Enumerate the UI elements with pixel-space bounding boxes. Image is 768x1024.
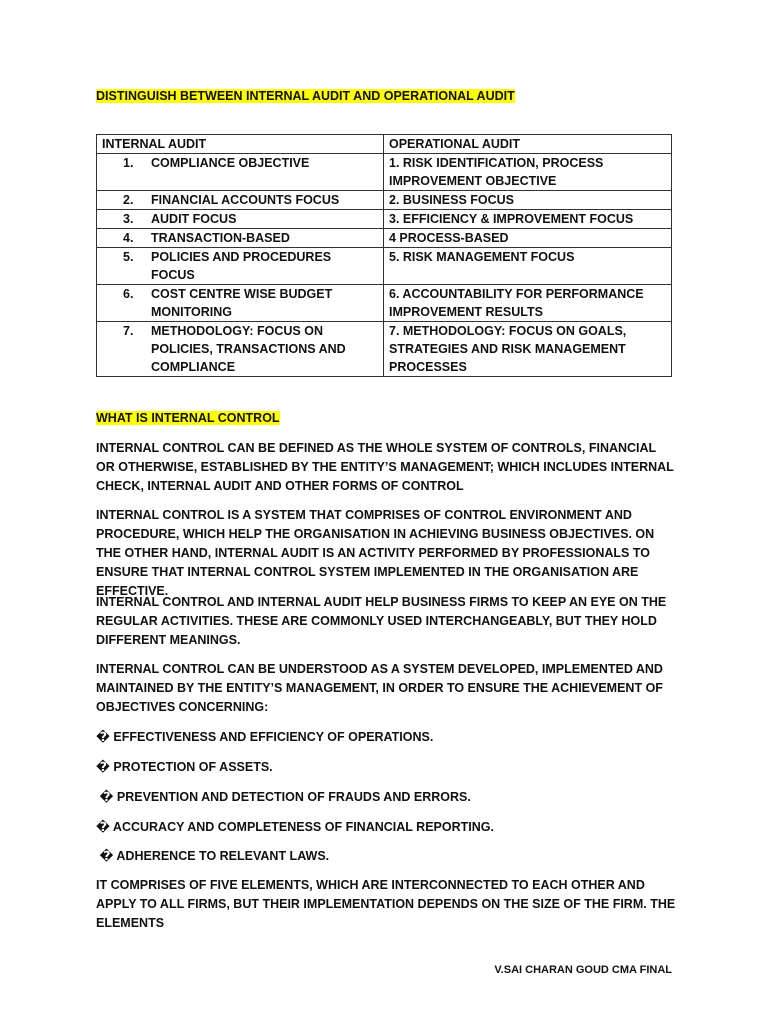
internal-cell	[97, 210, 384, 229]
heading1-text: DISTINGUISH BETWEEN INTERNAL AUDIT AND OPERATIONAL AUDIT	[96, 89, 515, 103]
bullet-text: � EFFECTIVENESS AND EFFICIENCY OF OPERATIONS.	[96, 730, 434, 744]
paragraph-text: INTERNAL CONTROL CAN BE DEFINED AS THE WHOLE SYSTEM OF CONTROLS, FINANCIAL OR OTHERWISE, ESTABLISHED BY THE ENTITY’S MANAGEMENT; WHICH INCLUDES INTERNAL CHECK, INTERNAL AUDIT AND OTHER FORMS OF CONTROL	[96, 441, 674, 493]
internal-text: METHODOLOGY: FOCUS ON POLICIES, TRANSACTIONS AND COMPLIANCE	[151, 324, 346, 374]
paragraph-business-firms	[96, 593, 676, 650]
row-number: 2.	[123, 193, 134, 207]
internal-cell	[97, 191, 384, 210]
internal-cell	[97, 285, 384, 322]
internal-text: AUDIT FOCUS	[151, 212, 237, 226]
operational-cell: 7. METHODOLOGY: FOCUS ON GOALS, STRATEGIES AND RISK MANAGEMENT PROCESSES	[384, 322, 672, 377]
operational-cell: 3. EFFICIENCY & IMPROVEMENT FOCUS	[384, 210, 672, 229]
row-number: 5.	[123, 250, 134, 264]
bullet-item	[96, 818, 676, 837]
internal-text: TRANSACTION-BASED	[151, 231, 290, 245]
table-row	[97, 248, 672, 285]
row-number: 3.	[123, 212, 134, 226]
paragraph-text: IT COMPRISES OF FIVE ELEMENTS, WHICH ARE INTERCONNECTED TO EACH OTHER AND APPLY TO ALL FIRMS, BUT THEIR IMPLEMENTATION DEPENDS ON THE SIZE OF THE FIRM. THE ELEMENTS	[96, 878, 676, 930]
heading-internal-vs-operational	[96, 88, 515, 105]
paragraph-five-elements	[96, 876, 676, 933]
heading-what-is-internal-control	[96, 410, 280, 427]
bullet-item	[96, 758, 676, 777]
table-header-row	[97, 135, 672, 154]
operational-cell: 5. RISK MANAGEMENT FOCUS	[384, 248, 672, 285]
paragraph-text: INTERNAL CONTROL AND INTERNAL AUDIT HELP BUSINESS FIRMS TO KEEP AN EYE ON THE REGULAR ACTIVITIES. THESE ARE COMMONLY USED INTERCHANGEABLY, BUT THEY HOLD DIFFERENT MEANINGS.	[96, 595, 667, 647]
row-number: 6.	[123, 287, 134, 301]
bullet-item	[96, 728, 676, 747]
paragraph-text: INTERNAL CONTROL IS A SYSTEM THAT COMPRISES OF CONTROL ENVIRONMENT AND PROCEDURE, WHICH HELP THE ORGANISATION IN ACHIEVING BUSINESS OBJECTIVES. ON THE OTHER HAND, INTERNAL AUDIT IS AN ACTIVITY PERFORMED BY PROFESSIONALS TO ENSURE THAT INTERNAL CONTROL SYSTEM IMPLEMENTED IN THE ORGANISATION ARE EFFECTIVE.	[96, 508, 655, 598]
page-footer: V.SAI CHARAN GOUD CMA FINAL	[494, 964, 672, 976]
bullet-item	[96, 788, 676, 807]
table-row	[97, 322, 672, 377]
internal-text: COST CENTRE WISE BUDGET MONITORING	[151, 287, 333, 319]
bullet-text: � ADHERENCE TO RELEVANT LAWS.	[96, 849, 330, 863]
internal-text: FINANCIAL ACCOUNTS FOCUS	[151, 193, 340, 207]
internal-text: POLICIES AND PROCEDURES FOCUS	[151, 250, 332, 282]
internal-cell	[97, 229, 384, 248]
operational-cell: 2. BUSINESS FOCUS	[384, 191, 672, 210]
table-row	[97, 285, 672, 322]
table-row	[97, 210, 672, 229]
bullet-text: � ACCURACY AND COMPLETENESS OF FINANCIAL REPORTING.	[96, 820, 494, 834]
header-internal-audit: INTERNAL AUDIT	[97, 135, 384, 154]
operational-cell: 4 PROCESS-BASED	[384, 229, 672, 248]
internal-cell	[97, 248, 384, 285]
comparison-table	[96, 134, 672, 377]
table-row	[97, 154, 672, 191]
internal-cell	[97, 154, 384, 191]
table-row	[97, 229, 672, 248]
internal-cell	[97, 322, 384, 377]
heading2-text: WHAT IS INTERNAL CONTROL	[96, 411, 280, 425]
row-number: 4.	[123, 231, 134, 245]
header-operational-audit: OPERATIONAL AUDIT	[384, 135, 672, 154]
paragraph-system	[96, 506, 676, 601]
bullet-item	[96, 847, 676, 866]
internal-text: COMPLIANCE OBJECTIVE	[151, 156, 310, 170]
bullet-text: � PREVENTION AND DETECTION OF FRAUDS AND ERRORS.	[96, 790, 471, 804]
bullet-text: � PROTECTION OF ASSETS.	[96, 760, 273, 774]
operational-cell: 6. ACCOUNTABILITY FOR PERFORMANCE IMPROVEMENT RESULTS	[384, 285, 672, 322]
table-row	[97, 191, 672, 210]
row-number: 1.	[123, 156, 134, 170]
row-number: 7.	[123, 324, 134, 338]
paragraph-text: INTERNAL CONTROL CAN BE UNDERSTOOD AS A SYSTEM DEVELOPED, IMPLEMENTED AND MAINTAINED BY THE ENTITY’S MANAGEMENT, IN ORDER TO ENSURE THE ACHIEVEMENT OF OBJECTIVES CONCERNING:	[96, 662, 663, 714]
paragraph-definition	[96, 439, 676, 496]
operational-cell: 1. RISK IDENTIFICATION, PROCESS IMPROVEMENT OBJECTIVE	[384, 154, 672, 191]
paragraph-understood	[96, 660, 676, 717]
